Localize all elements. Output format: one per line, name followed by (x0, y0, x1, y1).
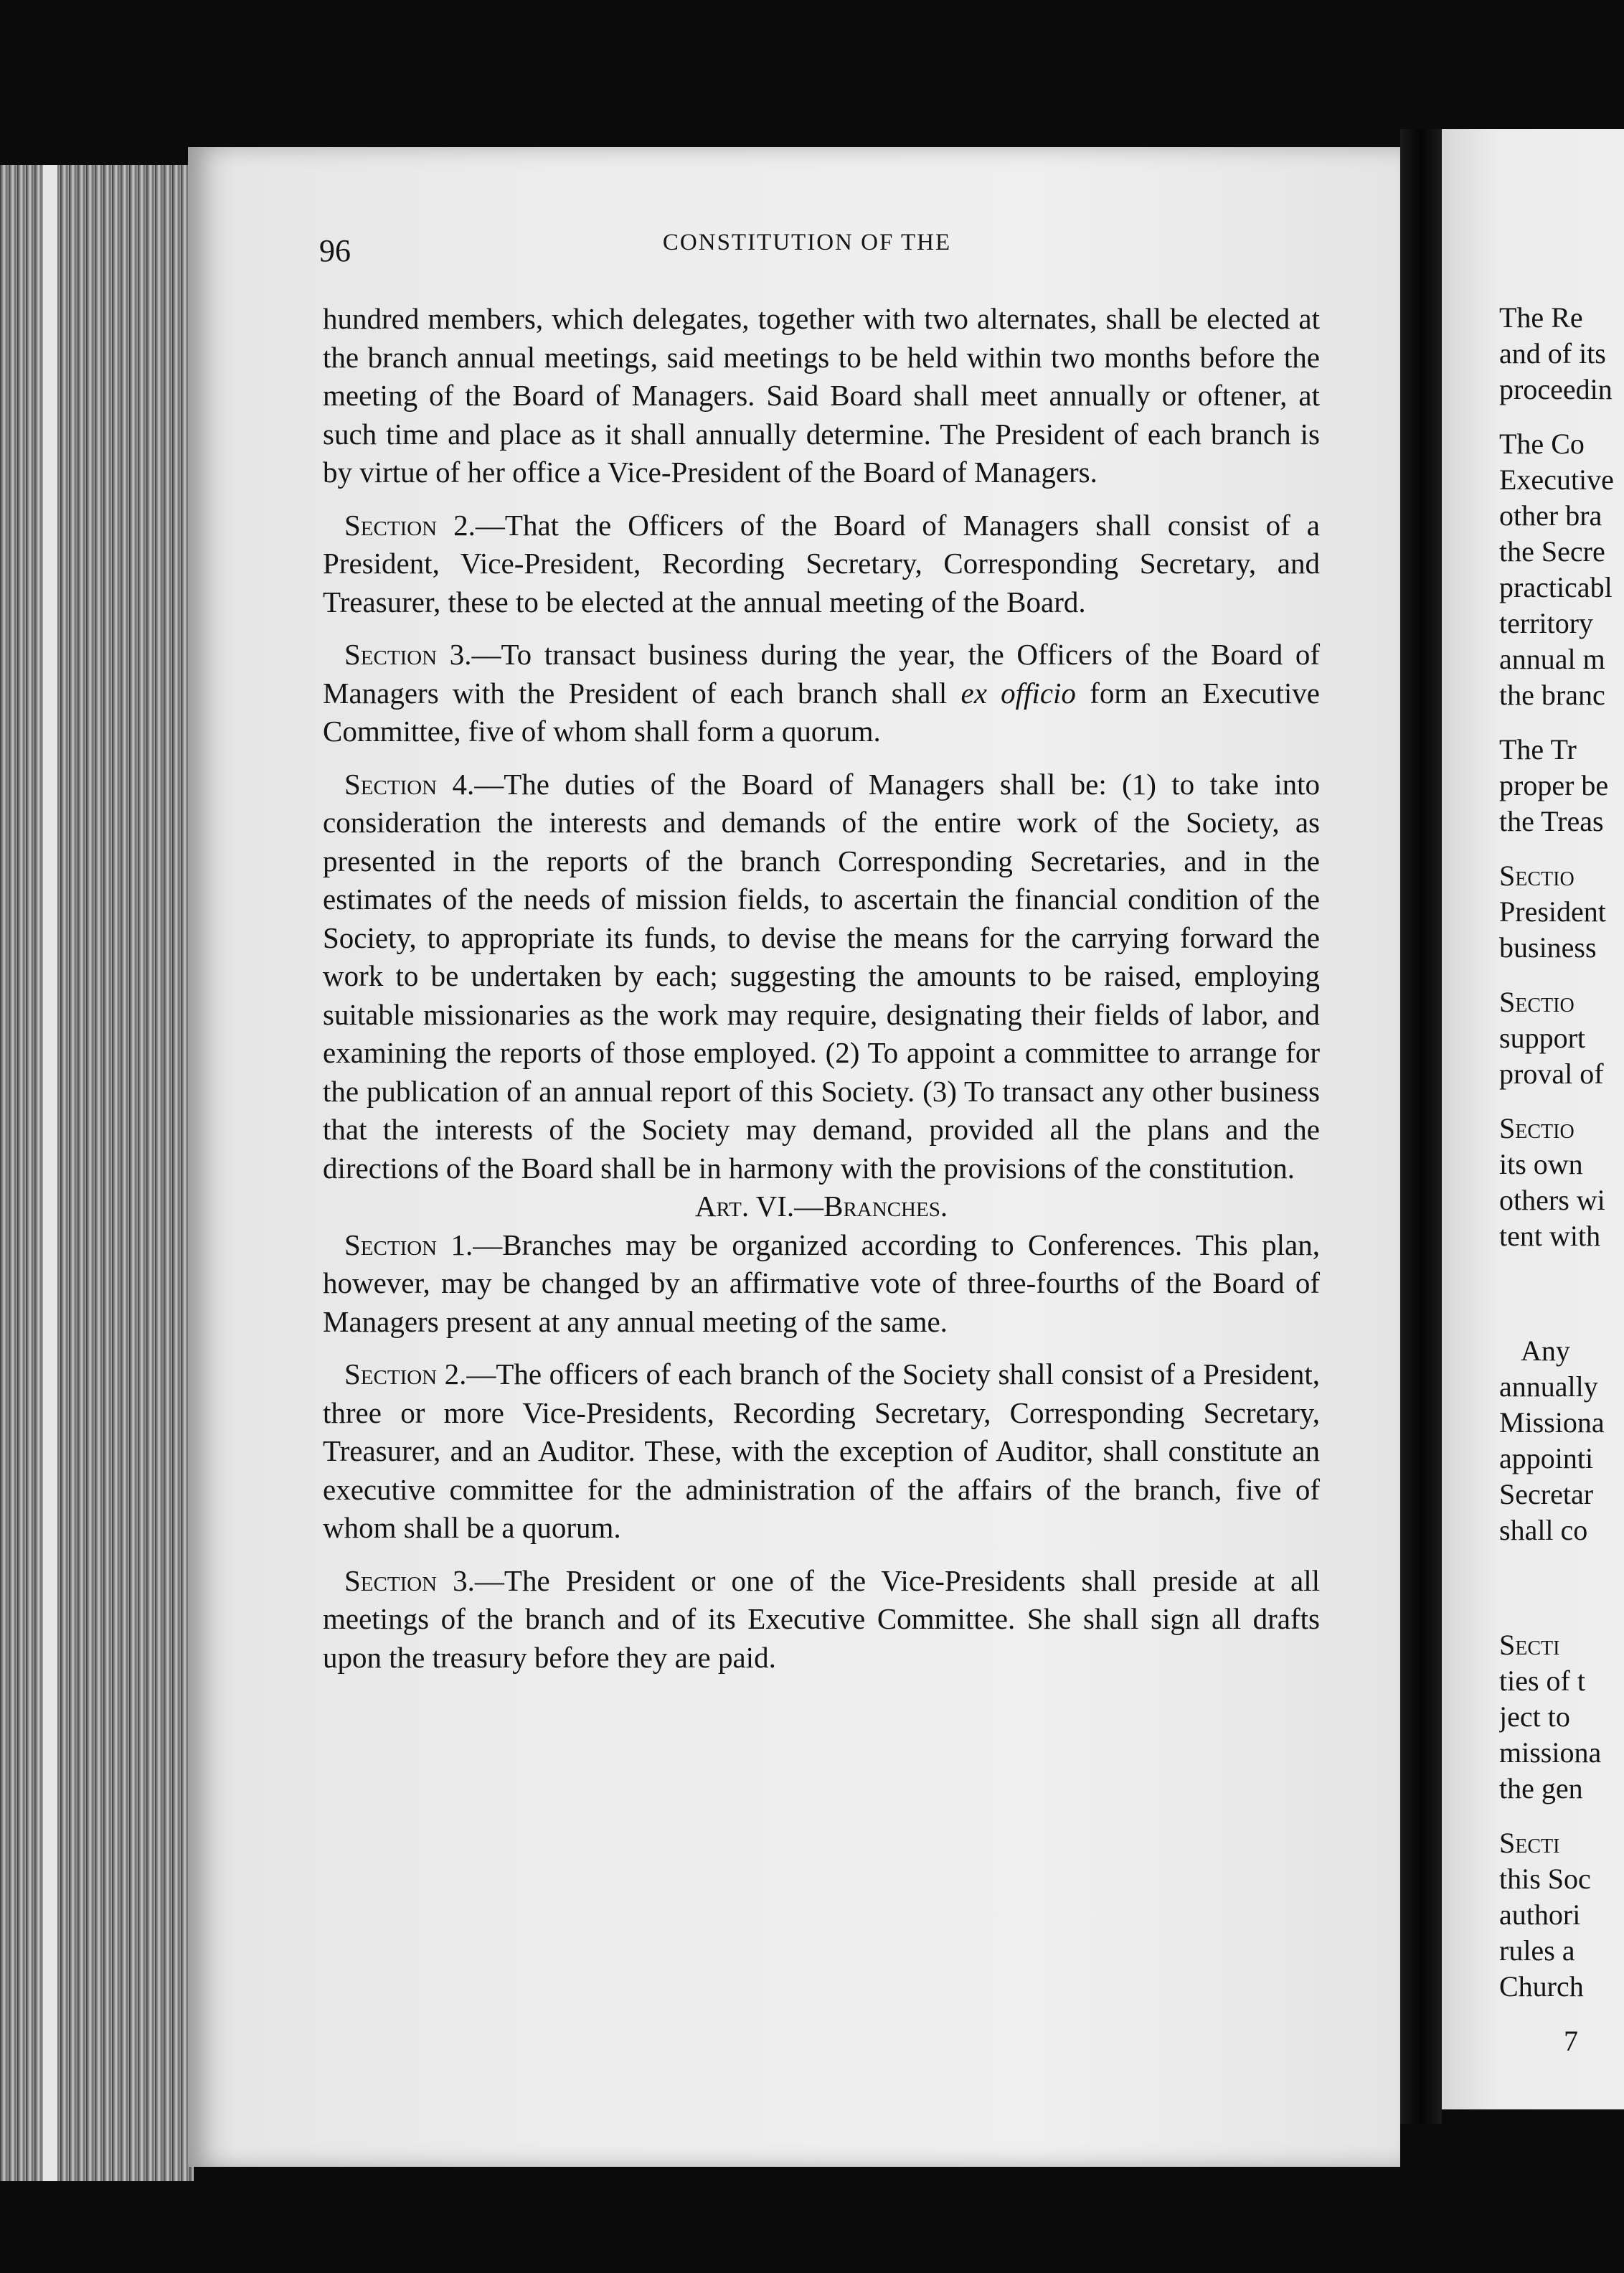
facing-line: Secretar (1499, 1478, 1594, 1510)
facing-page-number: 7 (1564, 2025, 1578, 2057)
branch-section-3-paragraph (323, 1562, 1320, 1677)
facing-line: the Treas (1499, 805, 1604, 837)
facing-line: appointi (1499, 1442, 1594, 1474)
paragraph-continuation (323, 300, 1320, 492)
facing-line: The Tr (1499, 733, 1577, 766)
facing-line: The Re (1499, 301, 1583, 334)
facing-line: business (1499, 931, 1597, 964)
facing-line: its own (1499, 1148, 1583, 1180)
facing-line: and of its (1499, 337, 1606, 370)
section-text: form an Executive Committee, five of whom shall form a quorum. (323, 676, 1321, 748)
facing-line: Any (1521, 1335, 1570, 1367)
facing-line: Executive (1499, 463, 1614, 496)
facing-line: The Co (1499, 428, 1585, 460)
facing-line: ties of t (1499, 1665, 1585, 1697)
facing-line: the Secre (1499, 535, 1605, 568)
section-text: 2.—That the Officers of the Board of Managers shall consist of a President, Vice-President, Recording Secretary, Corresponding Secretary, and Treasurer, these to be elected at the annual meeting of the Board. (323, 508, 1321, 618)
facing-line: the gen (1499, 1772, 1583, 1804)
section-label: Section (344, 1228, 438, 1261)
running-head (319, 222, 1381, 268)
facing-line: Sectio (1499, 860, 1575, 892)
section-text: 4.—The duties of the Board of Managers shall be: (1) to take into consideration the interests and demands of the entire work of the Society, as presented in the reports of the branch Corresponding Secretaries, and in the estimates of the needs of mission fields, to ascertain the financial condition of the Society, to appropriate its funds, to devise the means for the carrying forward the work to be undertaken by each; suggesting the amounts to be raised, employing suitable missionaries as the work may require, designating their fields of labor, and examining the reports of those employed. (2) To appoint a committee to arrange for the publication of an annual report of this Society. (3) To transact any other business that the interests of the Society may demand, provided all the plans and the directions of the Board shall be in harmony with the provisions of the constitution. (323, 767, 1320, 1185)
facing-line: proval of (1499, 1058, 1604, 1090)
facing-line: tent with (1499, 1220, 1601, 1252)
section-text: 3.—The President or one of the Vice-Presidents shall preside at all meetings of the branch and of its Executive Committee. She shall sign all drafts upon the treasury before they are paid. (323, 1563, 1321, 1674)
facing-line: others wi (1499, 1184, 1605, 1216)
page-number: 96 (319, 233, 351, 268)
section-3-paragraph (323, 636, 1320, 751)
facing-line: practicabl (1499, 571, 1613, 603)
branch-section-1-paragraph (323, 1226, 1320, 1342)
facing-line: support (1499, 1022, 1585, 1054)
facing-line: authori (1499, 1898, 1581, 1931)
article-heading: Art. VI.—Branches. (694, 1190, 948, 1223)
facing-line: Sectio (1499, 986, 1575, 1018)
section-4-paragraph (323, 766, 1320, 1188)
section-italic-term: ex officio (960, 676, 1076, 710)
facing-line: missiona (1499, 1736, 1602, 1769)
facing-line: Missiona (1499, 1406, 1605, 1439)
facing-line: Secti (1499, 1629, 1560, 1661)
section-label: Section (344, 1357, 438, 1390)
section-text: 2.—The officers of each branch of the Society shall consist of a President, three or more Vice-Presidents, Recording Secretary, Corresponding Secretary, Treasurer, and an Auditor. These, with the exception of Auditor, shall constitute an executive committee for the administration of the affairs of the branch, five of whom shall be a quorum. (323, 1357, 1320, 1544)
running-title: CONSTITUTION OF THE (662, 230, 952, 255)
facing-line: annually (1499, 1370, 1598, 1403)
facing-line: annual m (1499, 643, 1605, 675)
facing-line: territory (1499, 607, 1594, 639)
section-label: Section (344, 638, 438, 671)
facing-line: this Soc (1499, 1863, 1591, 1895)
facing-line: ject to (1499, 1700, 1570, 1733)
page-body (323, 300, 1320, 1677)
facing-line: Church (1499, 1970, 1584, 2003)
section-label: Section (344, 508, 438, 542)
facing-line: other bra (1499, 499, 1602, 532)
facing-line: shall co (1499, 1514, 1588, 1546)
facing-line: President (1499, 895, 1606, 928)
section-2-paragraph (323, 507, 1320, 622)
book-gutter (1400, 129, 1442, 2124)
section-label: Section (344, 1563, 438, 1597)
facing-line: rules a (1499, 1934, 1575, 1967)
stacked-page-edges (0, 165, 194, 2181)
facing-page-text (1499, 300, 1624, 2059)
facing-line: Sectio (1499, 1112, 1575, 1144)
paragraph-text: hundred members, which delegates, together with two alternates, shall be elected at the branch annual meetings, said meetings to be held within two months before the meeting of the Board of Managers. Said Board shall meet annually or oftener, at such time and place as it shall annually determine. The President of each branch is by virtue of her office a Vice-President of the Board of Managers. (323, 302, 1320, 489)
section-text: 1.—Branches may be organized according to Conferences. This plan, however, may be changed by an affirmative vote of three-fourths of the Board of Managers present at any annual meeting of the same. (323, 1228, 1321, 1338)
section-label: Section (344, 767, 438, 801)
facing-line: proper be (1499, 769, 1609, 801)
facing-line: proceedin (1499, 373, 1613, 405)
section-text: 3.—To transact business during the year, the Officers of the Board of Managers with the President of each branch shall (323, 638, 1320, 710)
facing-line: the branc (1499, 679, 1605, 711)
facing-line: Secti (1499, 1827, 1560, 1859)
branch-section-2-paragraph (323, 1355, 1320, 1548)
